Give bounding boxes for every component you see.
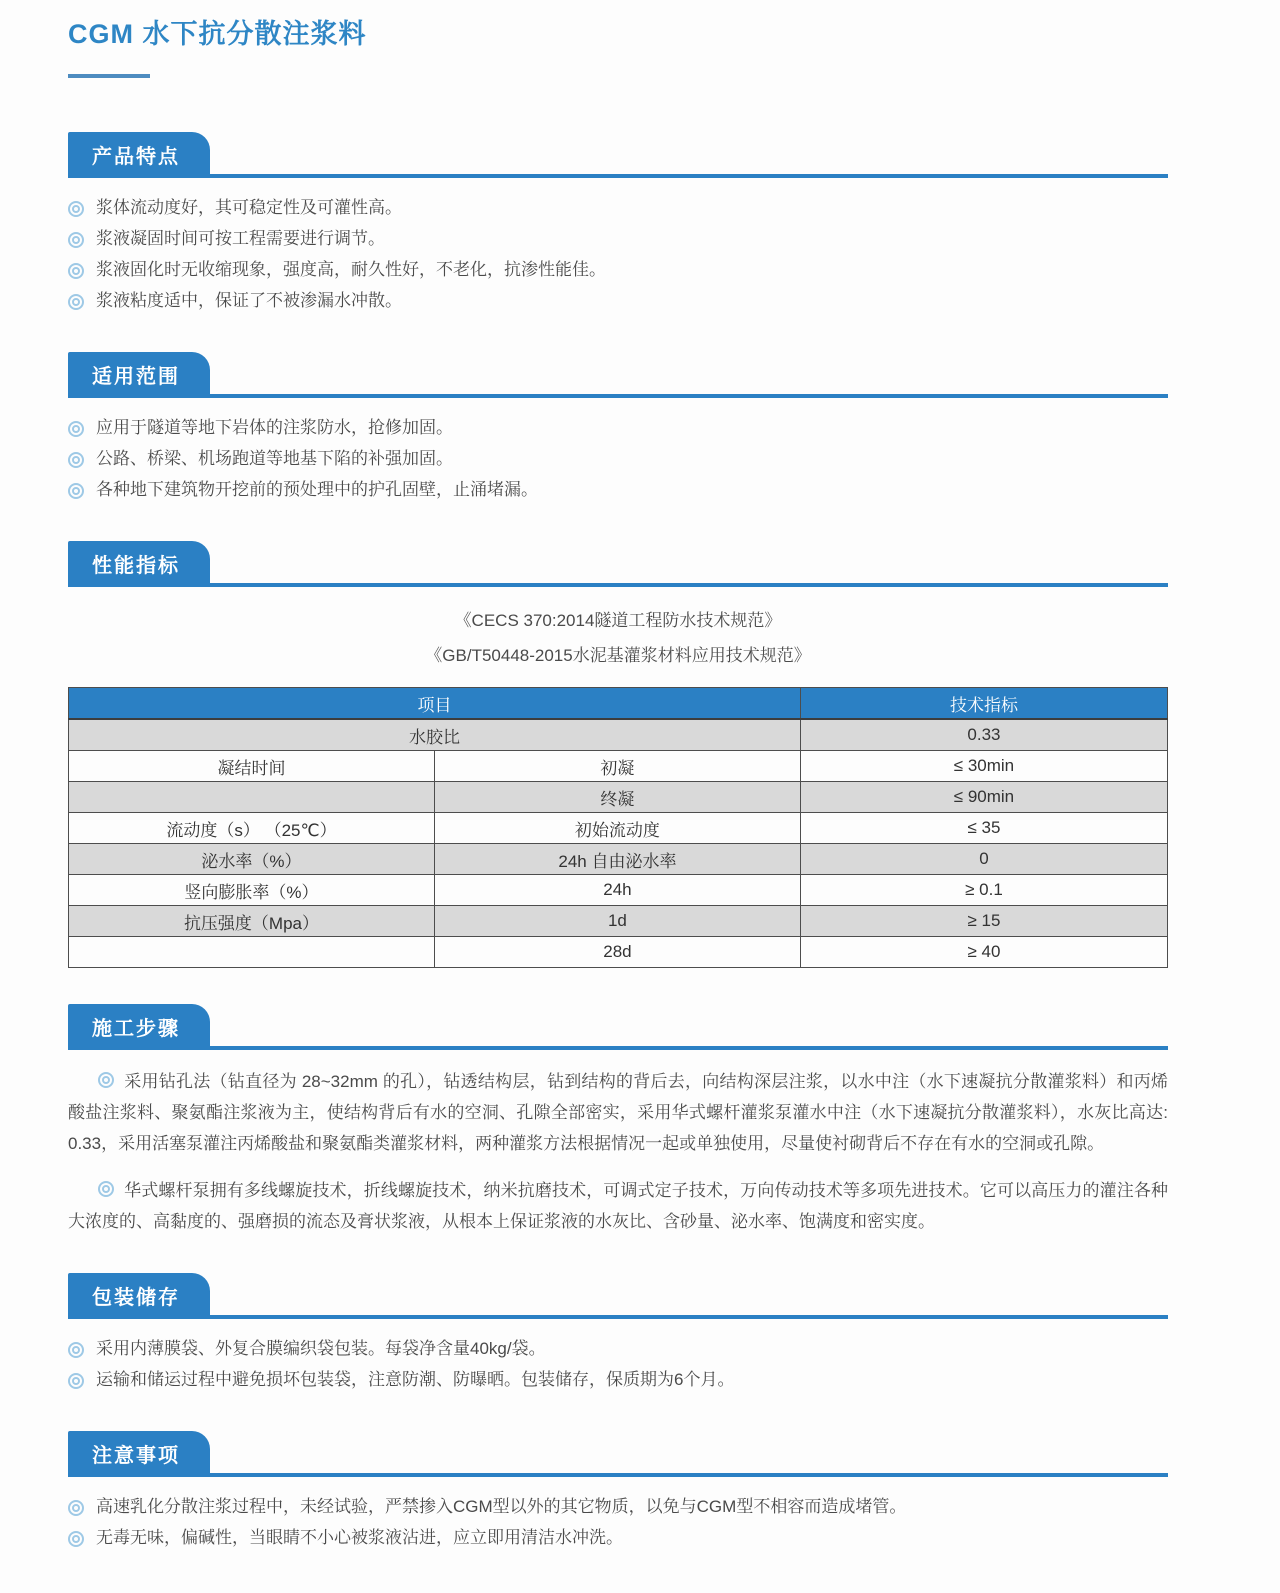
cell-item: 竖向膨胀率（%） — [69, 875, 435, 906]
cell-item — [69, 782, 435, 813]
section-tab-scope: 适用范围 — [68, 352, 210, 396]
features-list — [68, 192, 1168, 316]
cell-value: ≤ 90min — [800, 782, 1167, 813]
section-rule — [68, 174, 1168, 178]
section-rule — [68, 1046, 1168, 1050]
cell-subitem: 终凝 — [434, 782, 800, 813]
table-row — [69, 937, 1168, 968]
cell-item — [69, 937, 435, 968]
cell-subitem: 24h 自由泌水率 — [434, 844, 800, 875]
list-item-text: 高速乳化分散注浆过程中，未经试验，严禁掺入CGM型以外的其它物质，以免与CGM型不相容而造成堵管。 — [96, 1497, 907, 1516]
section-performance — [68, 541, 1168, 968]
table-row — [69, 906, 1168, 937]
cell-item: 流动度（s） （25℃） — [69, 813, 435, 844]
list-item — [68, 1491, 1168, 1522]
list-item-text: 浆液固化时无收缩现象，强度高，耐久性好，不老化，抗渗性能佳。 — [96, 260, 606, 279]
cell-item: 抗压强度（Mpa） — [69, 906, 435, 937]
page-title: CGM 水下抗分散注浆料 — [68, 19, 367, 49]
list-item — [68, 285, 1168, 316]
list-item — [68, 223, 1168, 254]
column-header-indicator: 技术指标 — [800, 688, 1167, 720]
standards-references — [68, 603, 1168, 673]
list-item — [68, 254, 1168, 285]
section-rule — [68, 394, 1168, 398]
cell-value: ≥ 0.1 — [800, 875, 1167, 906]
paragraph-text: 华式螺杆泵拥有多线螺旋技术，折线螺旋技术，纳米抗磨技术，可调式定子技术，万向传动技术等多项先进技术。它可以高压力的灌注各种大浓度的、高黏度的、强磨损的流态及膏状浆液，从根本上保证浆液的水灰比、含砂量、泌水率、饱满度和密实度。 — [68, 1181, 1168, 1231]
bullseye-icon — [68, 452, 84, 468]
bullseye-icon — [68, 1531, 84, 1547]
section-tab-performance: 性能指标 — [68, 541, 210, 585]
list-item — [68, 443, 1168, 474]
title-underline — [68, 74, 150, 78]
cell-subitem: 24h — [434, 875, 800, 906]
table-row — [69, 782, 1168, 813]
cell-item: 泌水率（%） — [69, 844, 435, 875]
list-item — [68, 412, 1168, 443]
list-item-text: 运输和储运过程中避免损坏包装袋，注意防潮、防曝晒。包装储存，保质期为6个月。 — [96, 1370, 735, 1389]
performance-table — [68, 687, 1168, 968]
bullseye-icon — [68, 483, 84, 499]
cell-item: 水胶比 — [69, 719, 801, 751]
section-packaging — [68, 1273, 1168, 1395]
list-item — [68, 474, 1168, 505]
bullseye-icon — [68, 294, 84, 310]
bullseye-icon — [68, 1373, 84, 1389]
table-row — [69, 751, 1168, 782]
section-tab-features: 产品特点 — [68, 132, 210, 176]
list-item-text: 各种地下建筑物开挖前的预处理中的护孔固壁，止涌堵漏。 — [96, 480, 538, 499]
section-precautions — [68, 1431, 1168, 1553]
bullseye-icon — [68, 232, 84, 248]
bullseye-icon — [68, 1500, 84, 1516]
cell-value: 0.33 — [800, 719, 1167, 751]
construction-paragraph — [68, 1066, 1168, 1159]
section-rule — [68, 1473, 1168, 1477]
section-construction — [68, 1004, 1168, 1237]
list-item-text: 浆液粘度适中，保证了不被渗漏水冲散。 — [96, 291, 402, 310]
list-item-text: 采用内薄膜袋、外复合膜编织袋包装。每袋净含量40kg/袋。 — [96, 1339, 546, 1358]
construction-paragraph — [68, 1175, 1168, 1237]
list-item — [68, 1364, 1168, 1395]
section-scope — [68, 352, 1168, 505]
cell-item: 凝结时间 — [69, 751, 435, 782]
cell-value: ≤ 30min — [800, 751, 1167, 782]
cell-subitem: 初凝 — [434, 751, 800, 782]
precautions-list — [68, 1491, 1168, 1553]
cell-value: ≥ 40 — [800, 937, 1167, 968]
cell-value: 0 — [800, 844, 1167, 875]
section-rule — [68, 583, 1168, 587]
standard-reference: 《CECS 370:2014隧道工程防水技术规范》 — [454, 611, 782, 630]
table-row — [69, 844, 1168, 875]
cell-subitem: 28d — [434, 937, 800, 968]
list-item-text: 应用于隧道等地下岩体的注浆防水，抢修加固。 — [96, 418, 453, 437]
cell-subitem: 初始流动度 — [434, 813, 800, 844]
column-header-item: 项目 — [69, 688, 801, 720]
list-item-text: 浆液凝固时间可按工程需要进行调节。 — [96, 229, 385, 248]
list-item-text: 浆体流动度好，其可稳定性及可灌性高。 — [96, 198, 402, 217]
bullseye-icon — [68, 201, 84, 217]
section-features — [68, 132, 1168, 316]
cell-value: ≤ 35 — [800, 813, 1167, 844]
bullseye-icon — [98, 1181, 114, 1197]
bullseye-icon — [68, 263, 84, 279]
bullseye-icon — [68, 421, 84, 437]
list-item — [68, 1522, 1168, 1553]
list-item — [68, 192, 1168, 223]
section-tab-construction: 施工步骤 — [68, 1004, 210, 1048]
list-item-text: 公路、桥梁、机场跑道等地基下陷的补强加固。 — [96, 449, 453, 468]
scope-list — [68, 412, 1168, 505]
table-header-row — [69, 688, 1168, 720]
table-row — [69, 813, 1168, 844]
paragraph-text: 采用钻孔法（钻直径为 28~32mm 的孔），钻透结构层，钻到结构的背后去，向结构深层注浆，以水中注（水下速凝抗分散灌浆料）和丙烯酸盐注浆料、聚氨酯注浆液为主，使结构背后有水的空洞、孔隙全部密实，采用华式螺杆灌浆泵灌水中注（水下速凝抗分散灌浆料），水灰比高达: 0.33，采用活塞泵灌注丙烯酸盐和聚氨酯类灌浆材料，两种灌浆方法根据情况一起或单独使用，尽量使衬砌背后不存在有水的空洞或孔隙。 — [68, 1072, 1168, 1153]
table-row — [69, 875, 1168, 906]
bullseye-icon — [68, 1342, 84, 1358]
list-item — [68, 1333, 1168, 1364]
cell-value: ≥ 15 — [800, 906, 1167, 937]
list-item-text: 无毒无味，偏碱性，当眼睛不小心被浆液沾进，应立即用清洁水冲洗。 — [96, 1528, 623, 1547]
packaging-list — [68, 1333, 1168, 1395]
bullseye-icon — [98, 1072, 114, 1088]
standard-reference: 《GB/T50448-2015水泥基灌浆材料应用技术规范》 — [425, 646, 811, 665]
section-tab-packaging: 包装储存 — [68, 1273, 210, 1317]
cell-subitem: 1d — [434, 906, 800, 937]
section-tab-precautions: 注意事项 — [68, 1431, 210, 1475]
section-rule — [68, 1315, 1168, 1319]
table-row — [69, 719, 1168, 751]
